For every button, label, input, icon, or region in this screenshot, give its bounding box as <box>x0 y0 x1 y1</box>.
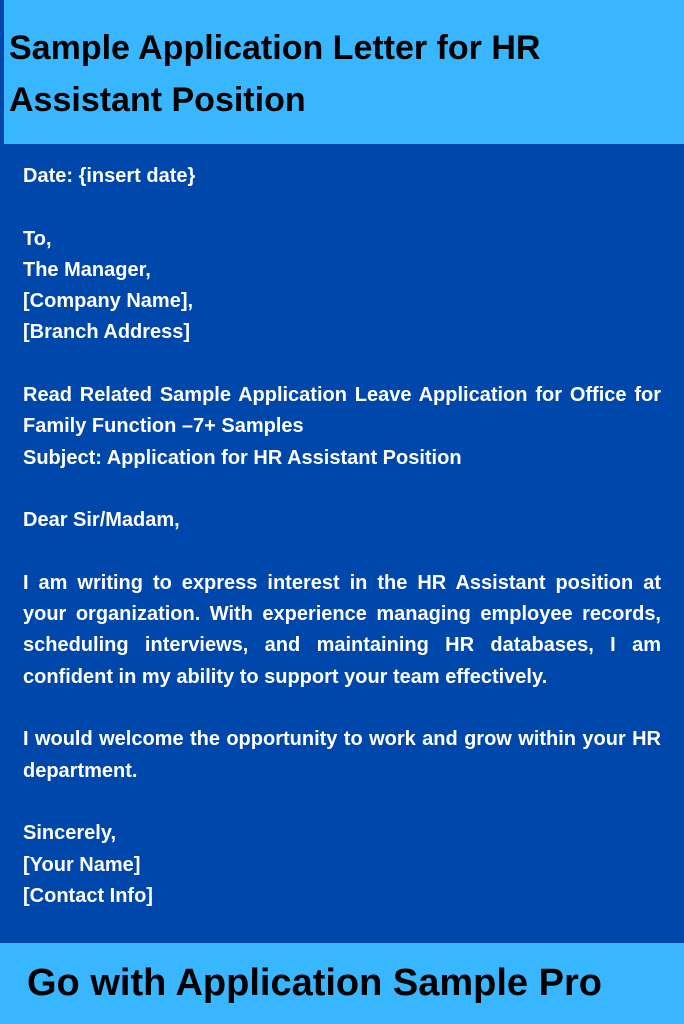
letter-paragraph-2: I would welcome the opportunity to work and grow within your HR department. <box>23 728 661 782</box>
footer-brand: Go with Application Sample Pro <box>27 962 602 1004</box>
spacer <box>23 474 661 505</box>
letter-date: Date: {insert date} <box>23 165 196 187</box>
closing-contact: [Contact Info] <box>23 884 153 907</box>
header-banner <box>0 0 684 144</box>
recipient-to: To, <box>23 227 52 250</box>
letter-subject: Subject: Application for HR Assistant Position <box>23 446 462 469</box>
spacer <box>23 693 661 724</box>
related-sample-link: Read Related Sample Application Leave Application for Office for Family Function –7+ Samples <box>23 384 661 438</box>
spacer <box>23 537 661 568</box>
recipient-manager: The Manager, <box>23 258 151 281</box>
letter-paragraph-1: I am writing to express interest in the HR Assistant position at your organization. With experience managing employee records, scheduling interviews, and maintaining HR databases, I am confident in my ability to support your team effectively. <box>23 571 661 688</box>
closing-name: [Your Name] <box>23 853 141 876</box>
spacer <box>23 192 661 223</box>
letter-body <box>23 161 661 912</box>
recipient-company: [Company Name], <box>23 290 194 313</box>
spacer <box>23 787 661 818</box>
spacer <box>23 349 661 380</box>
footer-banner <box>0 941 684 1024</box>
page-title: Sample Application Letter for HR Assistant Position <box>9 29 541 119</box>
recipient-address: [Branch Address] <box>23 321 191 344</box>
closing-signoff: Sincerely, <box>23 822 117 845</box>
letter-salutation: Dear Sir/Madam, <box>23 509 180 532</box>
